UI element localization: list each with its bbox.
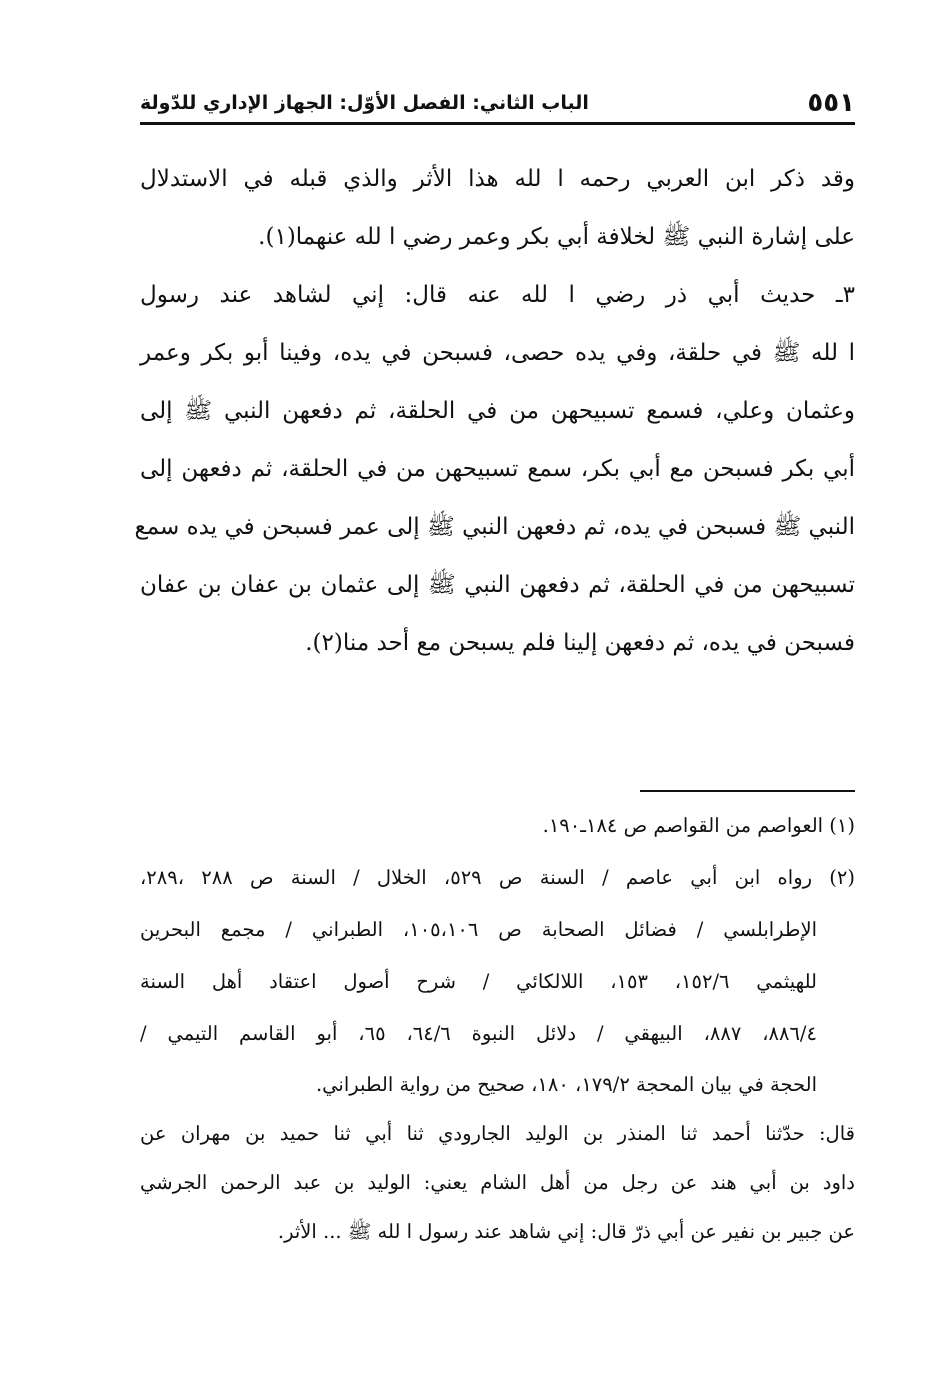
running-title: الباب الثاني: الفصل الأوّل: الجهاز الإداري للدّولة — [140, 92, 589, 114]
page-header — [140, 86, 855, 122]
isnad-line: عن جبير بن نفير عن أبي ذرّ قال: إني شاهد عند رسول ا لله ﷺ ... الأثر. — [277, 1220, 855, 1243]
text-line: تسبيحهن من في الحلقة، ثم دفعهن النبي ﷺ إلى عثمان بن عفان بن عفان — [140, 572, 855, 598]
footnote-1: (١) العواصم من القواصم ص ١٨٤ـ١٩٠. — [542, 814, 855, 837]
text-line: ٣ـ حديث أبي ذر رضي ا لله عنه قال: إني لشاهد عند رسول — [140, 282, 855, 308]
footnotes — [140, 800, 855, 1256]
footnote-2-line: ٨٨٦/٤، ٨٨٧، البيهقي / دلائل النبوة ٦٤/٦، ٦٥، أبو القاسم التيمي / — [140, 1022, 817, 1045]
footnote-2-line: للهيثمي ١٥٢/٦، ١٥٣، اللالكائي / شرح أصول اعتقاد أهل السنة — [140, 970, 817, 993]
text-line: ا لله ﷺ في حلقة، وفي يده حصى، فسبحن في يده، وفينا أبو بكر وعمر — [140, 340, 855, 366]
text-line: وقد ذكر ابن العربي رحمه ا لله هذا الأثر والذي قبله في الاستدلال — [140, 166, 855, 192]
text-line: وعثمان وعلي، فسمع تسبيحهن من في الحلقة، ثم دفعهن النبي ﷺ إلى — [140, 398, 855, 424]
footnote-rule — [640, 790, 855, 792]
footnote-2-line: الإطرابلسي / فضائل الصحابة ص ١٠٥،١٠٦، الطبراني / مجمع البحرين — [140, 918, 817, 941]
isnad-line: داود بن أبي هند عن رجل من أهل الشام يعني: الوليد بن عبد الرحمن الجرشي — [140, 1171, 855, 1194]
main-text — [134, 150, 855, 672]
page-number: ٥٥١ — [807, 88, 855, 118]
text-line: على إشارة النبي ﷺ لخلافة أبي بكر وعمر رضي ا لله عنهما(١). — [258, 224, 855, 250]
footnote-2-line: الحجة في بيان المحجة ١٧٩/٢، ١٨٠، صحيح من رواية الطبراني. — [315, 1073, 817, 1096]
text-line: أبي بكر فسبحن مع أبي بكر، سمع تسبيحهن من في الحلقة، ثم دفعهن إلى — [140, 456, 855, 482]
header-rule — [140, 122, 855, 125]
isnad-line: قال: حدّثنا أحمد ثنا المنذر بن الوليد الجارودي ثنا أبي ثنا حميد بن مهران عن — [140, 1122, 855, 1145]
text-line: فسبحن في يده، ثم دفعهن إلينا فلم يسبحن مع أحد منا(٢). — [305, 630, 855, 656]
text-line: النبي ﷺ فسبحن في يده، ثم دفعهن النبي ﷺ إلى عمر فسبحن في يده سمع — [134, 514, 855, 540]
footnote-2-line: (٢) رواه ابن أبي عاصم / السنة ص ٥٢٩، الخلال / السنة ص ٢٨٨ ،٢٨٩، — [140, 866, 855, 889]
